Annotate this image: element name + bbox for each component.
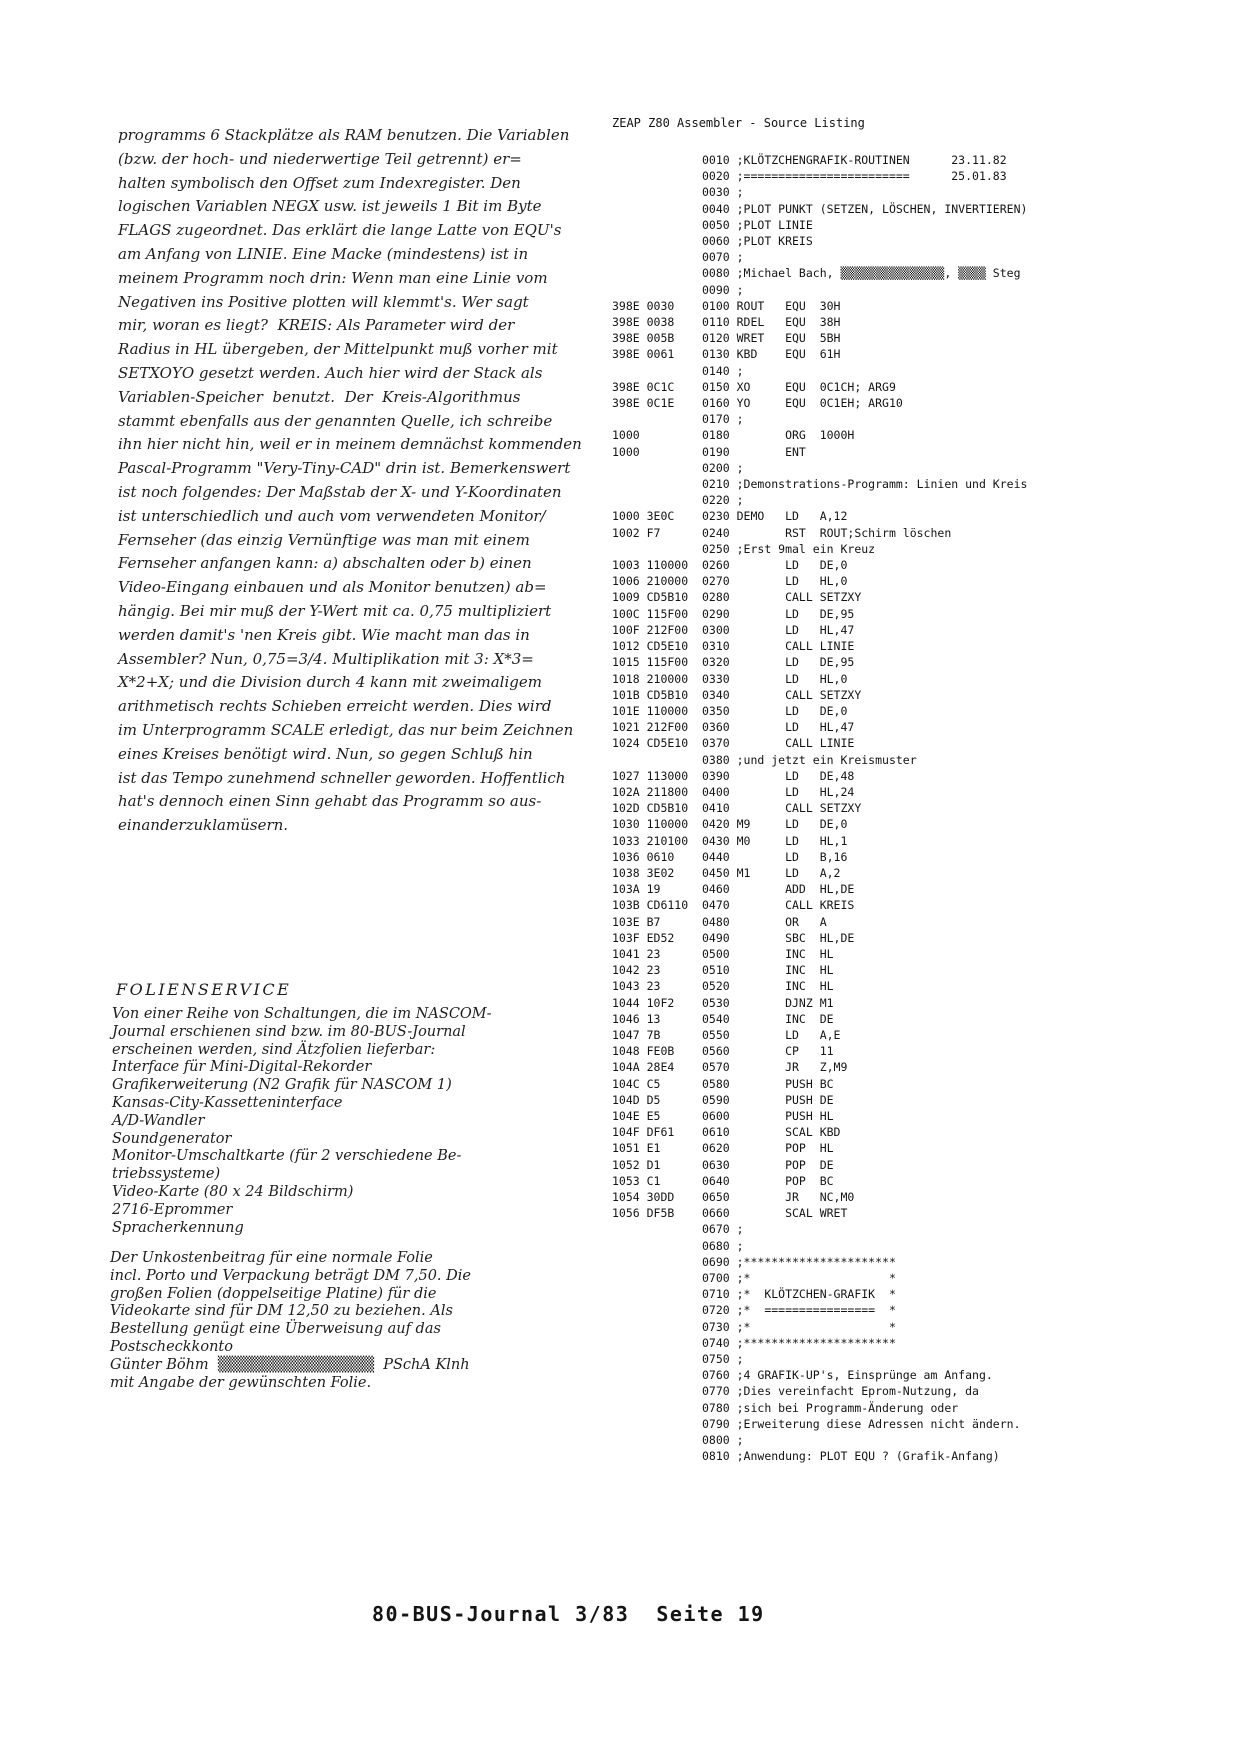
text-line: werden damit's 'nen Kreis gibt. Wie macht man das in: [118, 625, 530, 644]
text-line: meinem Programm noch drin: Wenn man eine Linie vom: [118, 268, 548, 287]
text-line: ihn hier nicht hin, weil er in meinem demnächst kommenden: [118, 435, 582, 454]
text-line: 103F ED52 0490 SBC HL,DE: [612, 930, 855, 945]
text-line: 0050 ;PLOT LINIE: [612, 217, 813, 232]
text-line: 100C 115F00 0290 LD DE,95: [612, 606, 855, 621]
text-line: 0060 ;PLOT KREIS: [612, 234, 813, 249]
text-line: 0780 ;sich bei Programm-Änderung oder: [612, 1400, 959, 1415]
text-line: 0770 ;Dies vereinfacht Eprom-Nutzung, da: [612, 1384, 979, 1399]
text-line: 1041 23 0500 INC HL: [612, 946, 834, 961]
text-line: Negativen ins Positive plotten will klemmt's. Wer sagt: [118, 292, 529, 311]
text-line: Radius in HL übergeben, der Mittelpunkt muß vorher mit: [118, 340, 558, 359]
text-line: 101B CD5B10 0340 CALL SETZXY: [612, 687, 862, 702]
text-line: Fernseher anfangen kann: a) abschalten oder b) einen: [118, 554, 532, 573]
text-line: ist das Tempo zunehmend schneller geworden. Hoffentlich: [118, 768, 566, 787]
text-line: 104D D5 0590 PUSH DE: [612, 1092, 834, 1107]
text-line: 104C C5 0580 PUSH BC: [612, 1076, 834, 1091]
text-line: 104E E5 0600 PUSH HL: [612, 1108, 834, 1123]
text-line: 1021 212F00 0360 LD HL,47: [612, 720, 855, 735]
text-line: Variablen-Speicher benutzt. Der Kreis-Algorithmus: [118, 387, 521, 406]
text-line: 1056 DF5B 0660 SCAL WRET: [612, 1206, 848, 1221]
text-line: erscheinen werden, sind Ätzfolien lieferbar:: [112, 1041, 436, 1058]
folienservice-list: [112, 1006, 492, 1237]
text-line: 0750 ;: [612, 1352, 744, 1367]
text-line: incl. Porto und Verpackung beträgt DM 7,50. Die: [110, 1267, 471, 1284]
text-line: Video-Eingang einbauen und als Monitor benutzen) ab=: [118, 578, 547, 597]
text-line: 0680 ;: [612, 1238, 744, 1253]
text-line: 1018 210000 0330 LD HL,0: [612, 671, 848, 686]
text-line: Interface für Mini-Digital-Rekorder: [112, 1059, 372, 1076]
text-line: 1015 115F00 0320 LD DE,95: [612, 655, 855, 670]
text-line: 1047 7B 0550 LD A,E: [612, 1027, 841, 1042]
text-line: 1000 0190 ENT: [612, 444, 806, 459]
text-line: mit Angabe der gewünschten Folie.: [110, 1374, 372, 1391]
text-line: im Unterprogramm SCALE erledigt, das nur beim Zeichnen: [118, 720, 574, 739]
text-line: 1009 CD5B10 0280 CALL SETZXY: [612, 590, 862, 605]
text-line: Von einer Reihe von Schaltungen, die im NASCOM-: [112, 1006, 492, 1022]
assembler-listing-title: ZEAP Z80 Assembler - Source Listing: [612, 116, 865, 130]
text-line: Grafikerweiterung (N2 Grafik für NASCOM 1): [112, 1077, 452, 1094]
text-line: 398E 0038 0110 RDEL EQU 38H: [612, 315, 841, 330]
text-line: 1054 30DD 0650 JR NC,M0: [612, 1190, 855, 1204]
text-line: 1033 210100 0430 M0 LD HL,1: [612, 833, 848, 848]
text-line: 1000 0180 ORG 1000H: [612, 428, 855, 443]
text-line: 0090 ;: [612, 282, 744, 297]
text-line: eines Kreises benötigt wird. Nun, so gegen Schluß hin: [118, 744, 533, 763]
text-line: 0760 ;4 GRAFIK-UP's, Einsprünge am Anfang.: [612, 1368, 993, 1383]
text-line: Spracherkennung: [112, 1219, 244, 1236]
text-line: 0380 ;und jetzt ein Kreismuster: [612, 752, 917, 767]
text-line: großen Folien (doppelseitige Platine) für die: [110, 1285, 437, 1302]
text-line: mir, woran es liegt? KREIS: Als Parameter wird der: [118, 316, 515, 335]
text-line: 1042 23 0510 INC HL: [612, 963, 834, 978]
text-line: 103B CD6110 0470 CALL KREIS: [612, 898, 855, 913]
text-line: einanderzuklamüsern.: [118, 816, 289, 835]
text-line: stammt ebenfalls aus der genannten Quelle, ich schreibe: [118, 411, 553, 430]
text-line: 0700 ;* *: [612, 1271, 896, 1286]
text-line: Monitor-Umschaltkarte (für 2 verschiedene Be-: [112, 1148, 462, 1165]
text-line: 0020 ;======================== 25.01.83: [612, 169, 1007, 184]
text-line: 101E 110000 0350 LD DE,0: [612, 703, 848, 718]
text-line: 0210 ;Demonstrations-Programm: Linien und Kreis: [612, 477, 1028, 492]
text-line: Journal erschienen sind bzw. im 80-BUS-Journal: [112, 1023, 466, 1040]
text-line: 1027 113000 0390 LD DE,48: [612, 768, 855, 783]
text-line: 0040 ;PLOT PUNKT (SETZEN, LÖSCHEN, INVERTIEREN): [612, 201, 1028, 216]
text-line: 1052 D1 0630 POP DE: [612, 1157, 834, 1172]
text-line: 0030 ;: [612, 185, 744, 200]
text-line: 0170 ;: [612, 412, 744, 427]
text-line: 398E 0030 0100 ROUT EQU 30H: [612, 298, 841, 313]
text-line: 2716-Eprommer: [112, 1201, 233, 1218]
text-line: (bzw. der hoch- und niederwertige Teil getrennt) er=: [118, 149, 522, 168]
text-line: hat's dennoch einen Sinn gehabt das Programm so aus-: [118, 792, 542, 811]
text-line: hängig. Bei mir muß der Y-Wert mit ca. 0,75 multipliziert: [118, 601, 552, 620]
text-line: Pascal-Programm "Very-Tiny-CAD" drin ist. Bemerkenswert: [118, 459, 571, 478]
text-line: logischen Variablen NEGX usw. ist jeweils 1 Bit im Byte: [118, 197, 542, 216]
text-line: 0730 ;* *: [612, 1319, 896, 1334]
text-line: Assembler? Nun, 0,75=3/4. Multiplikation mit 3: X*3=: [118, 649, 534, 668]
text-line: 0740 ;**********************: [612, 1335, 896, 1350]
text-line: Bestellung genügt eine Überweisung auf das: [110, 1321, 441, 1338]
text-line: 103A 19 0460 ADD HL,DE: [612, 882, 855, 897]
text-line: 0140 ;: [612, 363, 744, 378]
text-line: FLAGS zugeordnet. Das erklärt die lange Latte von EQU's: [118, 221, 562, 240]
text-line: Postscheckkonto: [110, 1338, 233, 1355]
text-line: SETXOYO gesetzt werden. Auch hier wird der Stack als: [118, 363, 543, 382]
text-line: Soundgenerator: [112, 1130, 232, 1147]
folienservice-heading: FOLIENSERVICE: [116, 980, 292, 999]
text-line: triebssysteme): [112, 1166, 221, 1183]
text-line: 0790 ;Erweiterung diese Adressen nicht ändern.: [612, 1416, 1021, 1431]
text-line: halten symbolisch den Offset zum Indexregister. Den: [118, 173, 521, 192]
text-line: 1024 CD5E10 0370 CALL LINIE: [612, 736, 855, 751]
text-line: 1002 F7 0240 RST ROUT;Schirm löschen: [612, 525, 952, 540]
text-line: 0670 ;: [612, 1222, 744, 1237]
text-line: 1048 FE0B 0560 CP 11: [612, 1044, 834, 1059]
text-line: 0010 ;KLÖTZCHENGRAFIK-ROUTINEN 23.11.82: [612, 153, 1007, 167]
text-line: 1044 10F2 0530 DJNZ M1: [612, 995, 834, 1010]
text-line: A/D-Wandler: [112, 1112, 205, 1129]
text-line: 1053 C1 0640 POP BC: [612, 1173, 834, 1188]
text-line: 1012 CD5E10 0310 CALL LINIE: [612, 639, 855, 654]
text-line: 0080 ;Michael Bach, ▒▒▒▒▒▒▒▒▒▒▒▒▒▒▒, ▒▒▒▒ Steg: [612, 266, 1021, 281]
text-line: Video-Karte (80 x 24 Bildschirm): [112, 1183, 354, 1200]
text-line: X*2+X; und die Division durch 4 kann mit zweimaligem: [118, 673, 542, 692]
text-line: 1038 3E02 0450 M1 LD A,2: [612, 865, 841, 880]
text-line: 1051 E1 0620 POP HL: [612, 1141, 834, 1156]
text-line: 0690 ;**********************: [612, 1254, 896, 1269]
text-line: 0800 ;: [612, 1433, 744, 1448]
text-line: programms 6 Stackplätze als RAM benutzen. Die Variablen: [118, 126, 570, 144]
text-line: 1006 210000 0270 LD HL,0: [612, 574, 848, 589]
assembler-source-listing: [612, 152, 1027, 1464]
page-footer: 80-BUS-Journal 3/83 Seite 19: [372, 1602, 765, 1626]
text-line: 0810 ;Anwendung: PLOT EQU ? (Grafik-Anfang): [612, 1449, 1000, 1464]
text-line: ist unterschiedlich und auch vom verwendeten Monitor/: [118, 506, 546, 525]
text-line: 0250 ;Erst 9mal ein Kreuz: [612, 541, 876, 556]
text-line: 1036 0610 0440 LD B,16: [612, 849, 848, 864]
text-line: 1046 13 0540 INC DE: [612, 1011, 834, 1026]
text-line: 0070 ;: [612, 250, 744, 265]
text-line: Kansas-City-Kassetteninterface: [112, 1094, 343, 1111]
text-line: 104F DF61 0610 SCAL KBD: [612, 1125, 841, 1140]
text-line: 398E 0C1E 0160 YO EQU 0C1EH; ARG10: [612, 396, 903, 411]
text-line: 102A 211800 0400 LD HL,24: [612, 784, 855, 799]
text-line: 100F 212F00 0300 LD HL,47: [612, 622, 855, 637]
text-line: am Anfang von LINIE. Eine Macke (mindestens) ist in: [118, 244, 529, 263]
text-line: 102D CD5B10 0410 CALL SETZXY: [612, 801, 862, 816]
text-line: 1000 3E0C 0230 DEMO LD A,12: [612, 509, 848, 524]
text-line: arithmetisch rechts Schieben erreicht werden. Dies wird: [118, 697, 552, 716]
text-line: 1030 110000 0420 M9 LD DE,0: [612, 817, 848, 832]
text-line: 398E 0061 0130 KBD EQU 61H: [612, 347, 841, 362]
text-line: 0200 ;: [612, 460, 744, 475]
article-body-text: [118, 124, 582, 838]
text-line: 398E 0C1C 0150 XO EQU 0C1CH; ARG9: [612, 379, 896, 394]
order-info-text: [110, 1250, 471, 1392]
text-line: ist noch folgendes: Der Maßstab der X- und Y-Koordinaten: [118, 482, 562, 501]
text-line: Fernseher (das einzig Vernünftige was man mit einem: [118, 530, 530, 549]
text-line: 1043 23 0520 INC HL: [612, 979, 834, 994]
text-line: 0720 ;* ================ *: [612, 1303, 896, 1318]
text-line: 398E 005B 0120 WRET EQU 5BH: [612, 331, 841, 346]
text-line: 1003 110000 0260 LD DE,0: [612, 558, 848, 573]
text-line: 0710 ;* KLÖTZCHEN-GRAFIK *: [612, 1287, 896, 1302]
text-line: Der Unkostenbeitrag für eine normale Folie: [110, 1250, 433, 1266]
text-line: Günter Böhm ▒▒▒▒▒▒▒▒▒▒▒▒▒▒ PSchA Klnh: [110, 1356, 470, 1373]
text-line: Videokarte sind für DM 12,50 zu beziehen. Als: [110, 1303, 453, 1320]
text-line: 0220 ;: [612, 493, 744, 508]
text-line: 104A 28E4 0570 JR Z,M9: [612, 1060, 848, 1075]
text-line: 103E B7 0480 OR A: [612, 914, 827, 929]
